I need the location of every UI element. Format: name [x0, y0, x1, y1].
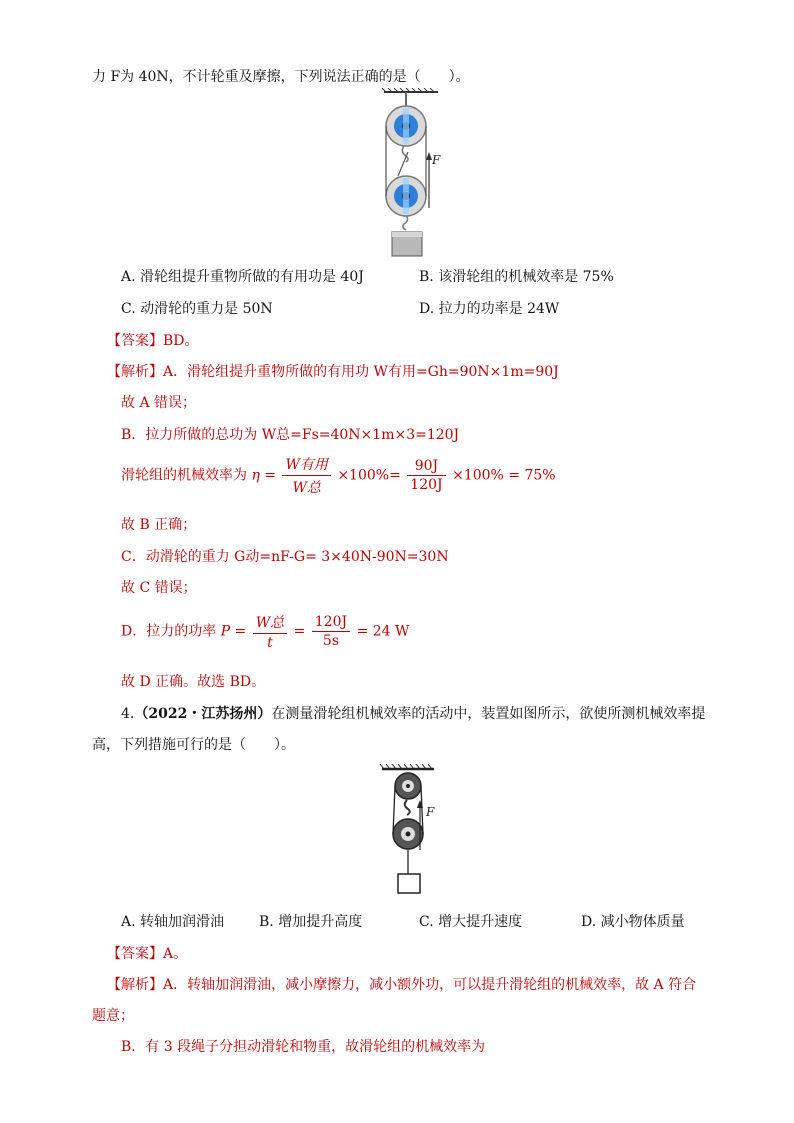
eff-mid: ×100%= [337, 467, 401, 484]
q3-analysis-c: C．动滑轮的重力 G动=nF-G= 3×40N-90N=30N [121, 549, 449, 565]
q3-efficiency-formula [121, 454, 556, 497]
q4-figure-force-label: F [426, 805, 435, 819]
q3-analysis-a [107, 361, 559, 381]
q4-option-a: A. 转轴加润滑油 [121, 914, 225, 930]
eff-num-1: W有用 [282, 454, 330, 476]
q3-figure-force-label: F [432, 153, 441, 167]
power-den-1: t [267, 635, 273, 651]
q4-analysis-tag: 【解析】 [107, 977, 163, 993]
q3-option-a: A. 滑轮组提升重物所做的有用功是 40J [121, 269, 364, 285]
q4-analysis-b: B．有 3 段绳子分担动滑轮和物重，故滑轮组的机械效率为 [121, 1039, 486, 1055]
power-end: = 24 W [356, 623, 410, 640]
eff-num-2: 90J [407, 458, 445, 476]
q3-answer-tag: 【答案】 [107, 333, 163, 349]
q4-answer [107, 943, 187, 963]
q3-b-right: 故 B 正确； [121, 517, 197, 533]
q4-answer-value: A。 [163, 946, 188, 962]
eff-den-2: 120J [410, 477, 443, 493]
q4-analysis-a-text: A．转轴加润滑油，减小摩擦力，减小额外功，可以提升滑轮组的机械效率，故 A 符合 [163, 977, 697, 993]
eff-frac-2 [407, 458, 445, 493]
eff-eta: η = [251, 467, 277, 484]
q3-power-formula [121, 612, 409, 651]
eff-prefix: 滑轮组的机械效率为 [121, 467, 247, 484]
eff-frac-1 [282, 454, 330, 497]
q3-option-c: C. 动滑轮的重力是 50N [121, 301, 273, 317]
q4-pulley-figure [378, 764, 440, 896]
eff-den-1: W总 [292, 480, 321, 496]
power-prefix: D．拉力的功率 [121, 623, 217, 640]
q3-analysis-tag: 【解析】 [107, 364, 163, 380]
q4-option-b: B. 增加提升高度 [259, 914, 363, 930]
q4-stem-line-2: 高，下列措施可行的是（ ）。 [92, 737, 295, 753]
q3-option-d: D. 拉力的功率是 24W [419, 301, 560, 317]
q4-number: 4. [121, 706, 135, 722]
q4-answer-tag: 【答案】 [107, 946, 163, 962]
eff-end: ×100% = 75% [452, 467, 556, 484]
q4-stem-text-1: 在测量滑轮组机械效率的活动中，装置如图所示，欲使所测机械效率提 [271, 706, 706, 722]
power-frac-1 [253, 612, 287, 651]
q3-c-wrong: 故 C 错误； [121, 580, 197, 596]
q4-option-c: C. 增大提升速度 [419, 914, 523, 930]
q4-source: （2022・江苏扬州） [134, 706, 272, 722]
q3-pulley-figure [376, 88, 446, 260]
q4-stem-line-1 [121, 703, 705, 723]
power-num-2: 120J [312, 614, 350, 632]
q4-analysis-a-line-2: 题意； [92, 1008, 134, 1024]
power-den-2: 5s [322, 633, 339, 649]
q3-option-b: B. 该滑轮组的机械效率是 75% [419, 269, 614, 285]
q3-answer-value: BD。 [163, 333, 199, 349]
q3-analysis-a-text: A．滑轮组提升重物所做的有用功 W有用=Gh=90N×1m=90J [163, 364, 559, 380]
q3-a-wrong: 故 A 错误； [121, 395, 197, 411]
q3-conclusion: 故 D 正确。故选 BD。 [121, 674, 266, 690]
q4-analysis-a-line-1 [107, 974, 696, 994]
q3-answer [107, 330, 199, 350]
q4-option-d: D. 减小物体质量 [581, 914, 685, 930]
power-frac-2 [312, 614, 350, 649]
q3-analysis-b: B．拉力所做的总功为 W总=Fs=40N×1m×3=120J [121, 427, 460, 443]
power-eq: = [293, 623, 306, 640]
power-p: P = [220, 623, 247, 640]
q3-stem: 力 F为 40N，不计轮重及摩擦，下列说法正确的是（ ）。 [92, 69, 470, 85]
power-num-1: W总 [253, 612, 287, 634]
